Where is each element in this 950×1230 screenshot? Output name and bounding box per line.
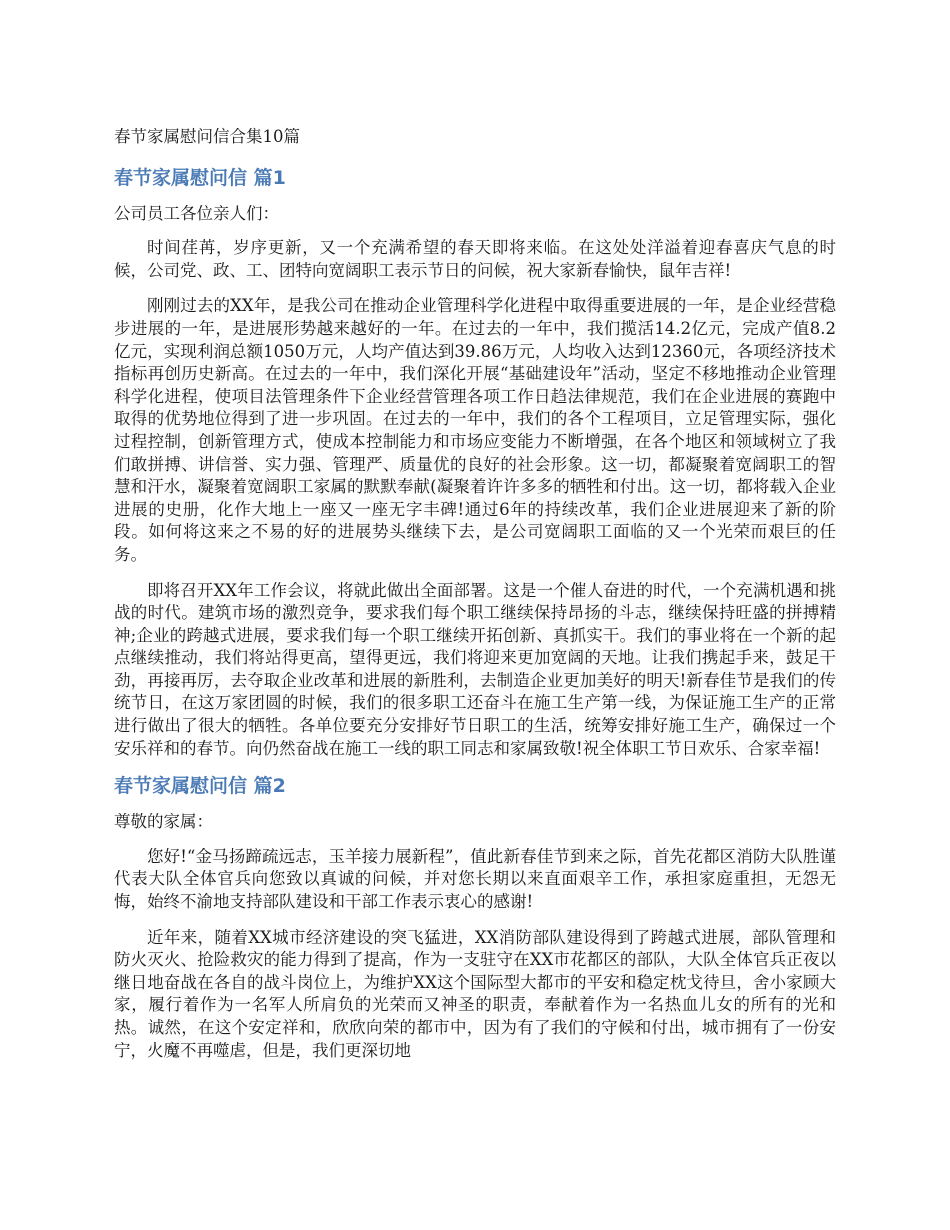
salutation: 尊敬的家属： <box>114 812 213 832</box>
paragraph: 时间荏苒，岁序更新，又一个充满希望的春天即将来临。在这处处洋溢着迎春喜庆气息的时候，公司党、政、工、团特向宽阔职工表示节日的问候，祝大家新春愉快，鼠年吉祥! <box>114 238 836 280</box>
section-heading: 春节家属慰问信 篇1 <box>114 166 286 189</box>
letter-section-1 <box>114 165 836 761</box>
document-title: 春节家属慰问信合集10篇 <box>114 127 300 146</box>
salutation: 公司员工各位亲人们： <box>114 203 279 223</box>
letter-section-2 <box>114 773 836 1062</box>
section-heading: 春节家属慰问信 篇2 <box>114 775 286 798</box>
paragraph: 即将召开XX年工作会议，将就此做出全面部署。这是一个催人奋进的时代，一个充满机遇和挑战的时代。建筑市场的激烈竞争，要求我们每个职工继续保持昂扬的斗志，继续保持旺盛的拼搏精神;企业的跨越式进展，要求我们每一个职工继续开拓创新、真抓实干。我们的事业将在一个新的起点继续推动，我们将站得更高，望得更远，我们将迎来更加宽阔的天地。让我们携起手来，鼓足干劲，再接再厉，去夺取企业改革和进展的新胜利，去制造企业更加美好的明天!新春佳节是我们的传统节日，在这万家团圆的时候，我们的很多职工还奋斗在施工生产第一线，为保证施工生产的正常进行做出了很大的牺牲。各单位要充分安排好节日职工的生活，统筹安排好施工生产，确保过一个安乐祥和的春节。向仍然奋战在施工一线的职工同志和家属致敬!祝全体职工节日欢乐、合家幸福! <box>114 580 836 758</box>
document-page <box>114 120 836 1062</box>
paragraph: 您好!“金马扬蹄疏远志，玉羊接力展新程”，值此新春佳节到来之际，首先花都区消防大队胜谨代表大队全体官兵向您致以真诚的问候，并对您长期以来直面艰辛工作，承担家庭重担，无怨无悔，始终不渝地支持部队建设和干部工作表示衷心的感谢! <box>114 846 836 912</box>
paragraph: 刚刚过去的XX年，是我公司在推动企业管理科学化进程中取得重要进展的一年，是企业经营稳步进展的一年，是进展形势越来越好的一年。在过去的一年中，我们揽活14.2亿元，完成产值8.2亿元，实现利润总额1050万元，人均产值达到39.86万元，人均收入达到12360元，各项经济技术指标再创历史新高。在过去的一年中，我们深化开展“基础建设年”活动，坚定不移地推动企业管理科学化进程，使项目法管理条件下企业经营管理各项工作日趋法律规范，我们在企业进展的赛跑中取得的优势地位得到了进一步巩固。在过去的一年中，我们的各个工程项目，立足管理实际，强化过程控制，创新管理方式，使成本控制能力和市场应变能力不断增强，在各个地区和领域树立了我们敢拼搏、讲信誉、实力强、管理严、质量优的良好的社会形象。这一切，都凝聚着宽阔职工的智慧和汗水，凝聚着宽阔职工家属的默默奉献(凝聚着许许多多的牺牲和付出。这一切，都将载入企业进展的史册，化作大地上一座又一座无字丰碑!通过6年的持续改革，我们企业进展迎来了新的阶段。如何将这来之不易的好的进展势头继续下去，是公司宽阔职工面临的又一个光荣而艰巨的任务。 <box>114 296 836 564</box>
paragraph: 近年来，随着XX城市经济建设的突飞猛进，XX消防部队建设得到了跨越式进展，部队管理和防火灭火、抢险救灾的能力得到了提高，作为一支驻守在XX市花都区的部队，大队全体官兵正夜以继日地奋战在各自的战斗岗位上，为维护XX这个国际型大都市的平安和稳定枕戈待旦，舍小家顾大家，履行着作为一名军人所肩负的光荣而又神圣的职责，奉献着作为一名热血儿女的所有的光和热。诚然，在这个安定祥和，欣欣向荣的都市中，因为有了我们的守候和付出，城市拥有了一份安宁，火魔不再噬虐，但是，我们更深切地 <box>114 927 836 1060</box>
